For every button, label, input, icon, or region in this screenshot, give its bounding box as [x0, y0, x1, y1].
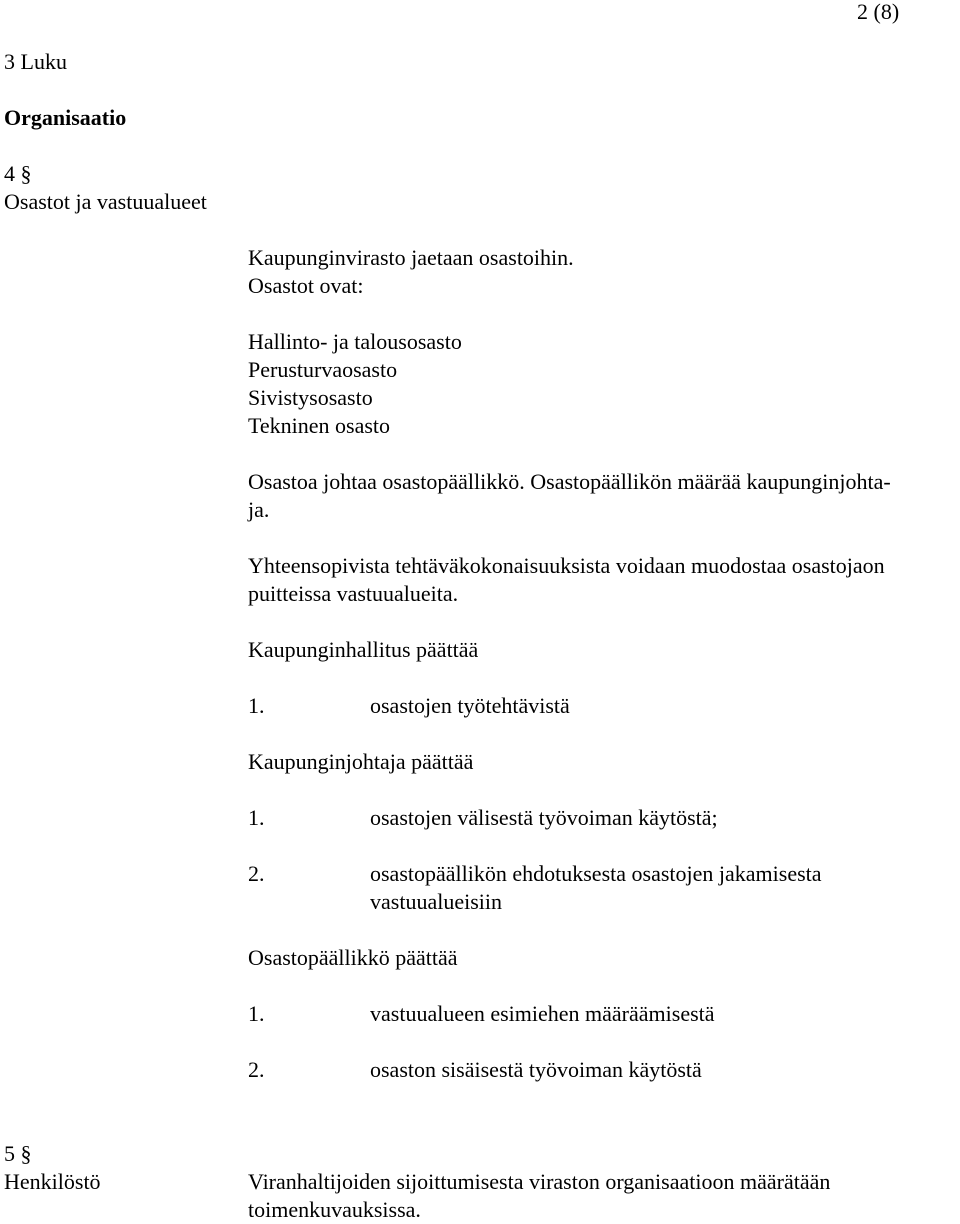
decision-item-text: osastojen työtehtävistä — [370, 693, 570, 718]
decision-item-number: 1. — [248, 805, 265, 830]
decision-item-text: osastojen välisestä työvoiman käytöstä; — [370, 805, 718, 830]
areas-paragraph-line-2: puitteissa vastuualueita. — [248, 581, 459, 606]
department-list-item: Hallinto- ja talousosasto — [248, 329, 462, 354]
decision-item-number: 1. — [248, 1001, 265, 1026]
areas-paragraph-line-1: Yhteensopivista tehtäväkokonaisuuksista voidaan muodostaa osastojaon — [248, 553, 885, 578]
decision-item-number: 2. — [248, 1057, 265, 1082]
section-5-title: Henkilöstö — [4, 1169, 101, 1194]
decision-heading-mayor: Kaupunginjohtaja päättää — [248, 749, 474, 774]
section-4-title: Osastot ja vastuualueet — [4, 189, 207, 214]
section-4-intro-line-1: Kaupunginvirasto jaetaan osastoihin. — [248, 245, 574, 270]
decision-item-text: vastuualueen esimiehen määräämisestä — [370, 1001, 715, 1026]
decision-item-number: 1. — [248, 693, 265, 718]
decision-heading-board: Kaupunginhallitus päättää — [248, 637, 479, 662]
decision-item-text: osaston sisäisestä työvoiman käytöstä — [370, 1057, 702, 1082]
leader-paragraph-line-2: ja. — [248, 497, 270, 522]
decision-item-text: osastopäällikön ehdotuksesta osastojen jakamisesta — [370, 861, 822, 886]
section-5-text-line-1: Viranhaltijoiden sijoittumisesta viraston organisaatioon määrätään — [248, 1169, 831, 1194]
leader-paragraph-line-1: Osastoa johtaa osastopäällikkö. Osastopäällikön määrää kaupunginjohta- — [248, 469, 891, 494]
chapter-number: 3 Luku — [4, 49, 67, 74]
decision-item-number: 2. — [248, 861, 265, 886]
section-4-number: 4 § — [4, 161, 32, 186]
decision-heading-department-head: Osastopäällikkö päättää — [248, 945, 458, 970]
chapter-title: Organisaatio — [4, 105, 127, 130]
department-list-item: Perusturvaosasto — [248, 357, 398, 382]
department-list-item: Tekninen osasto — [248, 413, 391, 438]
section-5-number: 5 § — [4, 1141, 32, 1166]
department-list-item: Sivistysosasto — [248, 385, 373, 410]
section-5-text-line-2: toimenkuvauksissa. — [248, 1197, 421, 1222]
page-number: 2 (8) — [857, 0, 900, 24]
decision-item-text-continuation: vastuualueisiin — [370, 889, 502, 914]
section-4-intro-line-2: Osastot ovat: — [248, 273, 364, 298]
